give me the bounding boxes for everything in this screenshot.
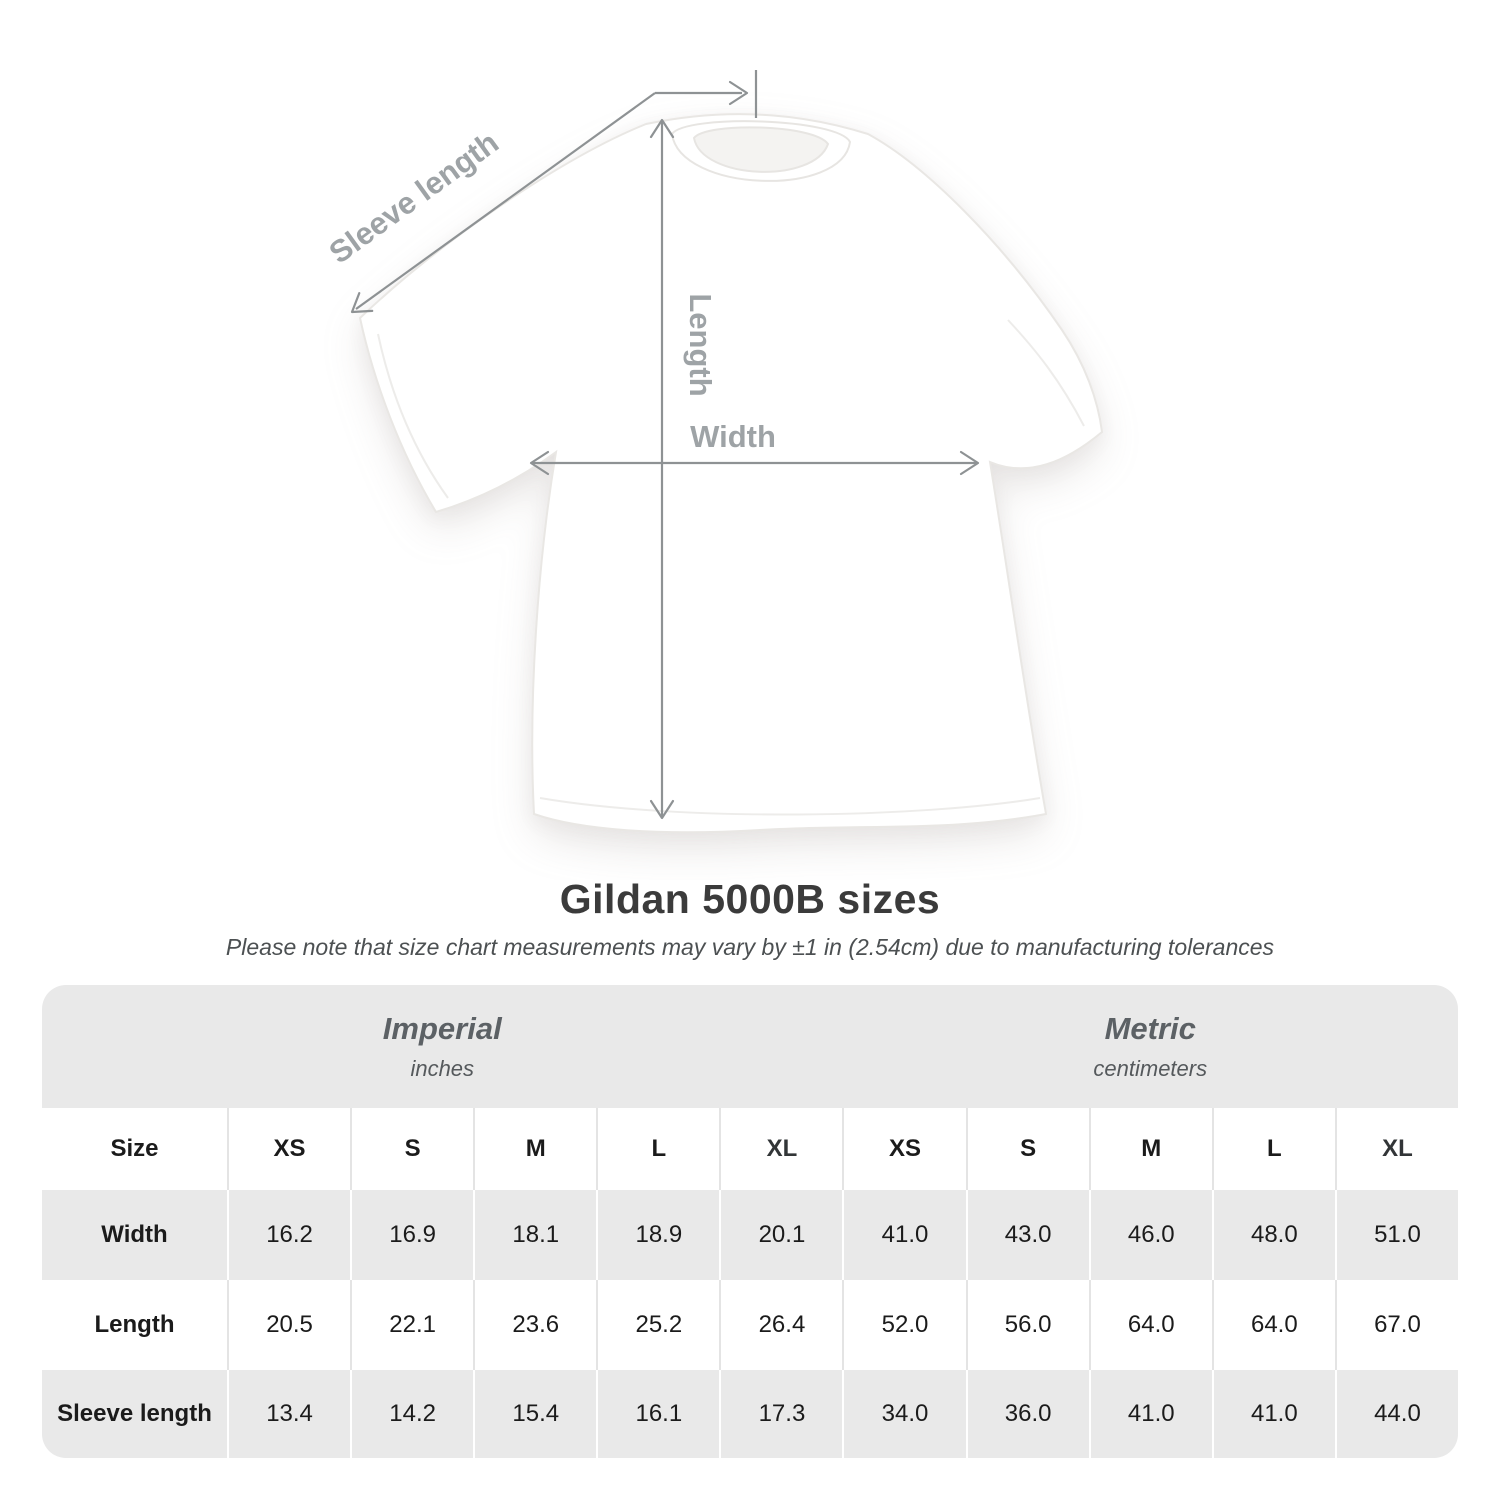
width-label: Width (690, 419, 776, 454)
size-header-imperial-xs: XS (227, 1108, 350, 1190)
table-cell: 20.5 (227, 1280, 350, 1370)
size-header-imperial-s: S (350, 1108, 473, 1190)
size-header-metric-m: M (1089, 1108, 1212, 1190)
table-cell: 48.0 (1212, 1190, 1335, 1280)
size-header-imperial-m: M (473, 1108, 596, 1190)
size-header-metric-xs: XS (842, 1108, 965, 1190)
table-row-sleeve-length (42, 1370, 1458, 1458)
size-column-header: Size (110, 1135, 159, 1162)
table-cell: 51.0 (1335, 1190, 1458, 1280)
table-cell: 36.0 (966, 1370, 1089, 1458)
table-cell: 52.0 (842, 1280, 965, 1370)
row-label-length: Length (94, 1311, 175, 1338)
size-header-metric-l: L (1212, 1108, 1335, 1190)
unit-group-header-row (42, 985, 1458, 1108)
table-cell: 18.9 (596, 1190, 719, 1280)
table-cell: 23.6 (473, 1280, 596, 1370)
table-cell: 43.0 (966, 1190, 1089, 1280)
group-header-metric (843, 985, 1459, 1108)
metric-label: Metric (1104, 1011, 1196, 1046)
size-header-row (42, 1108, 1458, 1190)
table-cell: 25.2 (596, 1280, 719, 1370)
length-label: Length (683, 293, 718, 397)
metric-unit: centimeters (1093, 1056, 1208, 1081)
imperial-label: Imperial (382, 1011, 502, 1046)
table-cell: 44.0 (1335, 1370, 1458, 1458)
imperial-unit: inches (410, 1056, 475, 1081)
table-cell: 34.0 (842, 1370, 965, 1458)
table-cell: 67.0 (1335, 1280, 1458, 1370)
page-subtitle: Please note that size chart measurements may vary by ±1 in (2.54cm) due to manufacturing tolerances (225, 934, 1275, 960)
sleeve-length-label: Sleeve length (322, 124, 505, 271)
row-label-sleeve-length: Sleeve length (57, 1400, 212, 1427)
group-header-imperial (42, 985, 843, 1108)
table-cell: 20.1 (719, 1190, 842, 1280)
size-header-metric-s: S (966, 1108, 1089, 1190)
table-cell: 46.0 (1089, 1190, 1212, 1280)
table-cell: 56.0 (966, 1280, 1089, 1370)
row-label-width: Width (101, 1221, 168, 1248)
table-cell: 14.2 (350, 1370, 473, 1458)
size-header-imperial-xl: XL (719, 1108, 842, 1190)
table-cell: 16.9 (350, 1190, 473, 1280)
table-row-width (42, 1190, 1458, 1280)
size-table (42, 985, 1458, 1458)
table-cell: 64.0 (1089, 1280, 1212, 1370)
table-cell: 41.0 (1212, 1370, 1335, 1458)
table-cell: 64.0 (1212, 1280, 1335, 1370)
table-cell: 16.2 (227, 1190, 350, 1280)
page-title: Gildan 5000B sizes (559, 876, 941, 922)
size-header-metric-xl: XL (1335, 1108, 1458, 1190)
table-row-length (42, 1280, 1458, 1370)
table-cell: 22.1 (350, 1280, 473, 1370)
table-cell: 41.0 (1089, 1370, 1212, 1458)
table-cell: 41.0 (842, 1190, 965, 1280)
size-header-imperial-l: L (596, 1108, 719, 1190)
table-cell: 18.1 (473, 1190, 596, 1280)
table-cell: 16.1 (596, 1370, 719, 1458)
table-cell: 17.3 (719, 1370, 842, 1458)
table-cell: 13.4 (227, 1370, 350, 1458)
tshirt-graphic (360, 114, 1102, 832)
table-cell: 26.4 (719, 1280, 842, 1370)
table-cell: 15.4 (473, 1370, 596, 1458)
